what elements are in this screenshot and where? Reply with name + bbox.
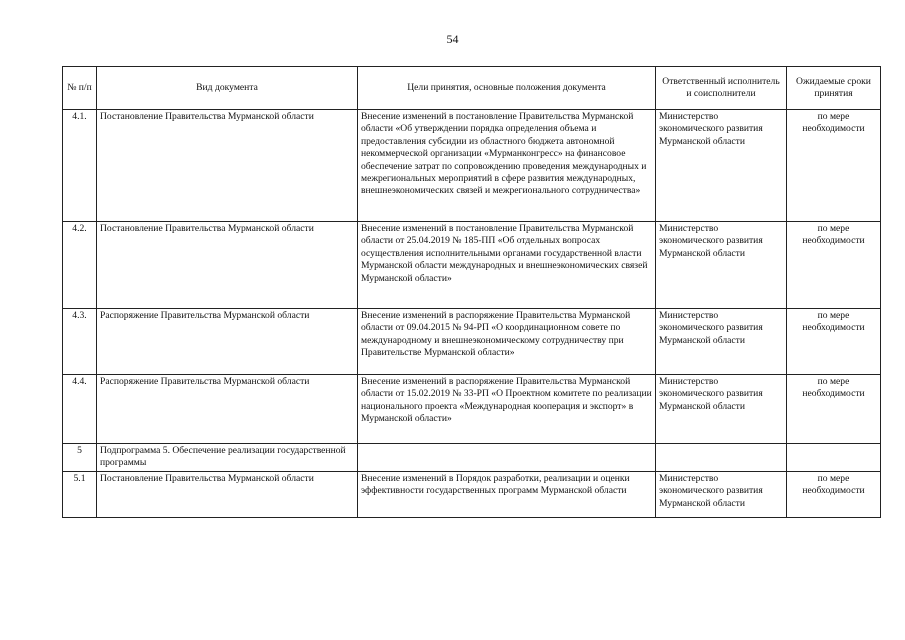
table-row <box>63 222 881 309</box>
table-row <box>63 110 881 222</box>
row-num: 5 <box>63 444 97 472</box>
row-terms: по мере необходимости <box>787 375 881 444</box>
page-number: 54 <box>446 32 459 46</box>
row-goals: Внесение изменений в Порядок разработки, реализации и оценки эффективности государственных программ Мурманской области <box>358 472 656 518</box>
row-terms: по мере необходимости <box>787 222 881 309</box>
row-goals: Внесение изменений в постановление Правительства Мурманской области «Об утверждении порядка определения объема и предоставления субсидии из областного бюджета автономной некоммерческой организации «Мурманконгресс» на финансовое обеспечение затрат по сопровождению проведения международных и межрегиональных мероприятий в сфере развития международных, внешнеэкономических связей и межрегионального сотрудничества» <box>358 110 656 222</box>
row-num: 4.4. <box>63 375 97 444</box>
table-header-row <box>63 67 881 110</box>
row-goals: Внесение изменений в распоряжение Правительства Мурманской области от 09.04.2015 № 94-РП «О координационном совете по международному и внешнеэкономическому сотрудничеству при Правительстве Мурманской области» <box>358 309 656 375</box>
row-executor: Министерство экономического развития Мурманской области <box>656 222 787 309</box>
row-doc-type: Постановление Правительства Мурманской области <box>97 110 358 222</box>
row-num: 5.1 <box>63 472 97 518</box>
row-terms: по мере необходимости <box>787 472 881 518</box>
table-row <box>63 472 881 518</box>
header-terms: Ожидаемые сроки принятия <box>787 67 881 110</box>
row-goals: Внесение изменений в распоряжение Правительства Мурманской области от 15.02.2019 № 33-РП «О Проектном комитете по реализации национального проекта «Международная кооперация и экспорт» в Мурманской области» <box>358 375 656 444</box>
row-doc-type: Постановление Правительства Мурманской области <box>97 222 358 309</box>
row-executor: Министерство экономического развития Мурманской области <box>656 110 787 222</box>
row-terms: по мере необходимости <box>787 309 881 375</box>
header-num: № п/п <box>63 67 97 110</box>
row-goals <box>358 444 656 472</box>
row-doc-type: Распоряжение Правительства Мурманской области <box>97 375 358 444</box>
row-terms <box>787 444 881 472</box>
row-doc-type: Распоряжение Правительства Мурманской области <box>97 309 358 375</box>
row-doc-type: Постановление Правительства Мурманской области <box>97 472 358 518</box>
header-executor: Ответственный исполнитель и соисполнители <box>656 67 787 110</box>
table-row <box>63 375 881 444</box>
document-table <box>62 66 881 518</box>
row-doc-type: Подпрограмма 5. Обеспечение реализации государственной программы <box>97 444 358 472</box>
row-executor: Министерство экономического развития Мурманской области <box>656 375 787 444</box>
row-terms: по мере необходимости <box>787 110 881 222</box>
row-num: 4.2. <box>63 222 97 309</box>
row-executor: Министерство экономического развития Мурманской области <box>656 472 787 518</box>
row-num: 4.1. <box>63 110 97 222</box>
row-num: 4.3. <box>63 309 97 375</box>
header-goals: Цели принятия, основные положения документа <box>358 67 656 110</box>
header-doc-type: Вид документа <box>97 67 358 110</box>
table-row <box>63 309 881 375</box>
row-executor <box>656 444 787 472</box>
table-row-subprogram <box>63 444 881 472</box>
row-goals: Внесение изменений в постановление Правительства Мурманской области от 25.04.2019 № 185-ПП «Об отдельных вопросах осуществления исполнительными органами государственной власти Мурманской области международных и внешнеэкономических связей Мурманской области» <box>358 222 656 309</box>
row-executor: Министерство экономического развития Мурманской области <box>656 309 787 375</box>
